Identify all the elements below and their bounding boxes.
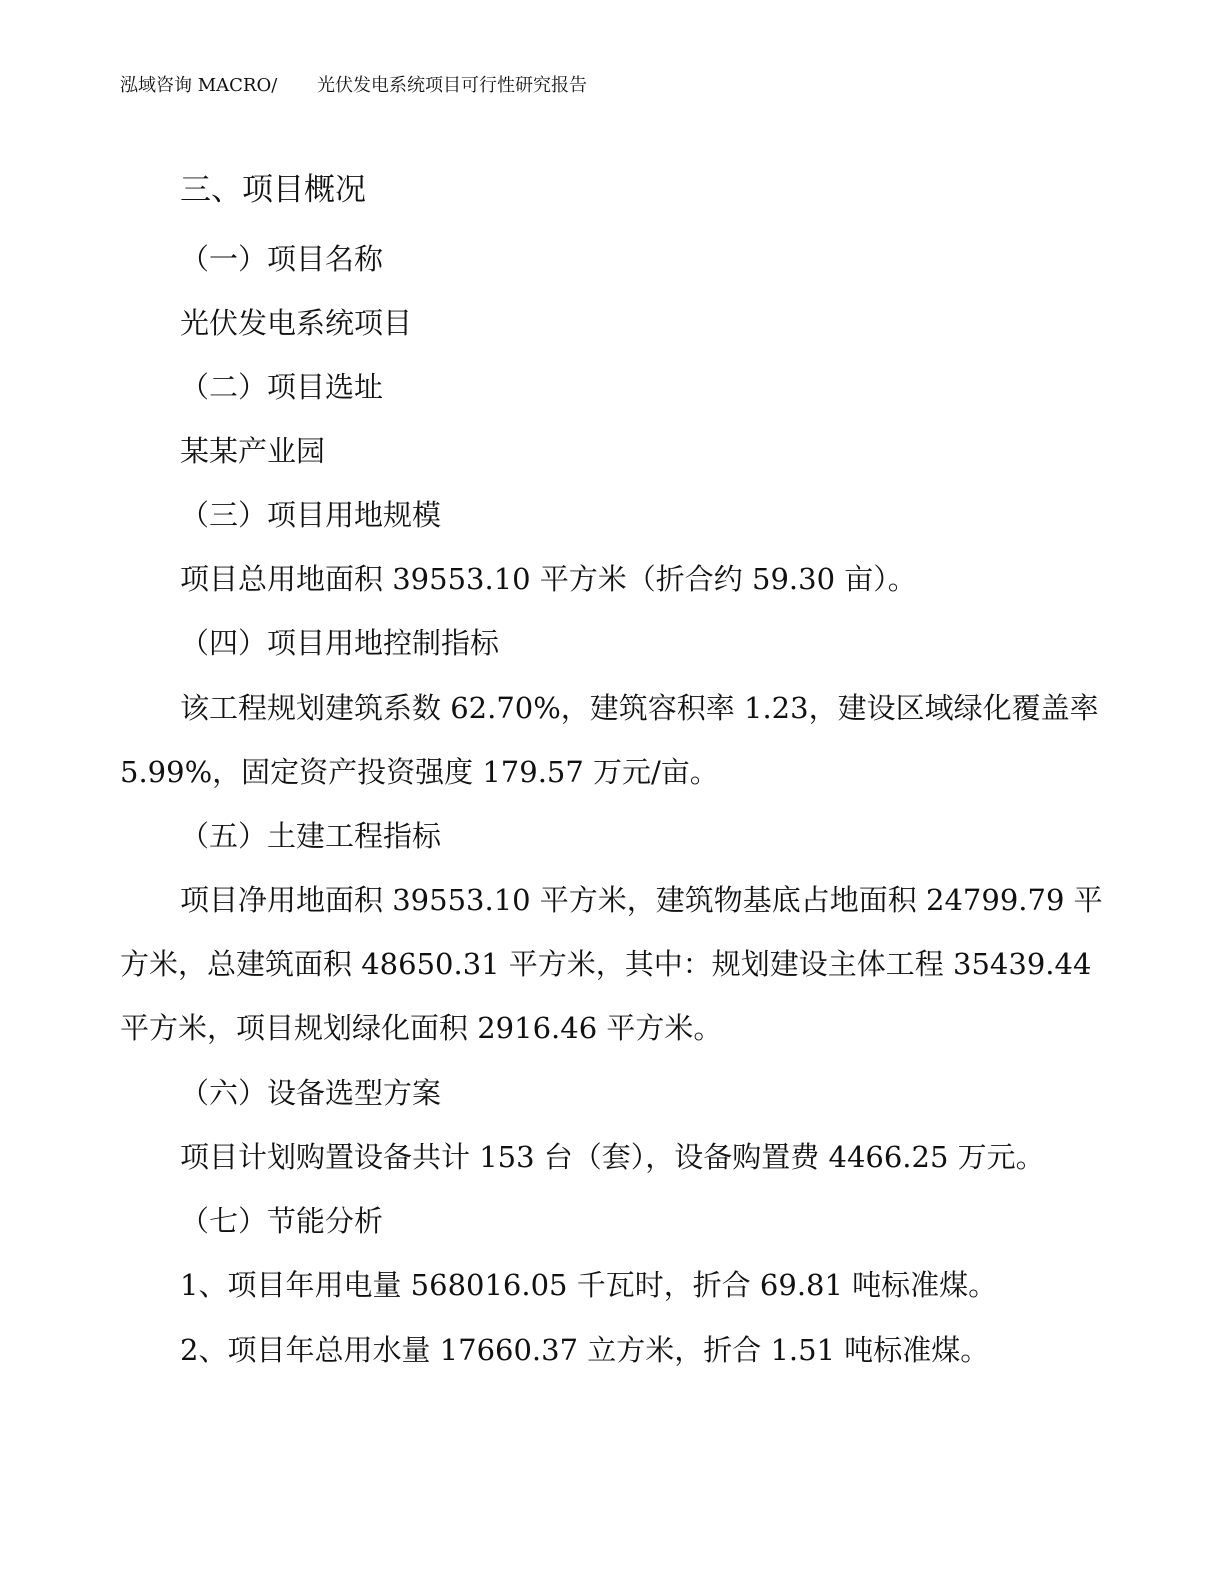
land-control-text-line2: 5.99%，固定资产投资强度 179.57 万元/亩。 [120,755,719,789]
land-control-text-line1: 该工程规划建筑系数 62.70%，建筑容积率 1.23，建设区域绿化覆盖率 [180,691,1099,725]
project-name-text: 光伏发电系统项目 [180,306,413,340]
page-header [120,72,587,100]
civil-text-line3: 平方米，项目规划绿化面积 2916.46 平方米。 [120,1011,723,1045]
energy-item-electricity: 1、项目年用电量 568016.05 千瓦时，折合 69.81 吨标准煤。 [180,1268,998,1302]
project-site-text: 某某产业园 [180,434,326,468]
civil-text-line1: 项目净用地面积 39553.10 平方米，建筑物基底占地面积 24799.79 平 [180,883,1103,917]
header-brand: 泓域咨询 MACRO/ [120,75,278,96]
subsection-heading-name: （一）项目名称 [180,242,384,276]
header-title: 光伏发电系统项目可行性研究报告 [317,75,588,96]
subsection-heading-energy: （七）节能分析 [180,1204,384,1238]
energy-item-water: 2、项目年总用水量 17660.37 立方米，折合 1.51 吨标准煤。 [180,1333,990,1367]
land-scale-text: 项目总用地面积 39553.10 平方米（折合约 59.30 亩）。 [180,562,917,596]
section-title: 三、项目概况 [180,172,366,208]
subsection-heading-land-control: （四）项目用地控制指标 [180,626,500,660]
subsection-heading-site: （二）项目选址 [180,370,384,404]
equipment-text: 项目计划购置设备共计 153 台（套），设备购置费 4466.25 万元。 [180,1140,1045,1174]
subsection-heading-land-scale: （三）项目用地规模 [180,498,442,532]
subsection-heading-civil: （五）土建工程指标 [180,819,442,853]
subsection-heading-equipment: （六）设备选型方案 [180,1076,442,1110]
civil-text-line2: 方米，总建筑面积 48650.31 平方米，其中：规划建设主体工程 35439.44 [120,947,1092,981]
